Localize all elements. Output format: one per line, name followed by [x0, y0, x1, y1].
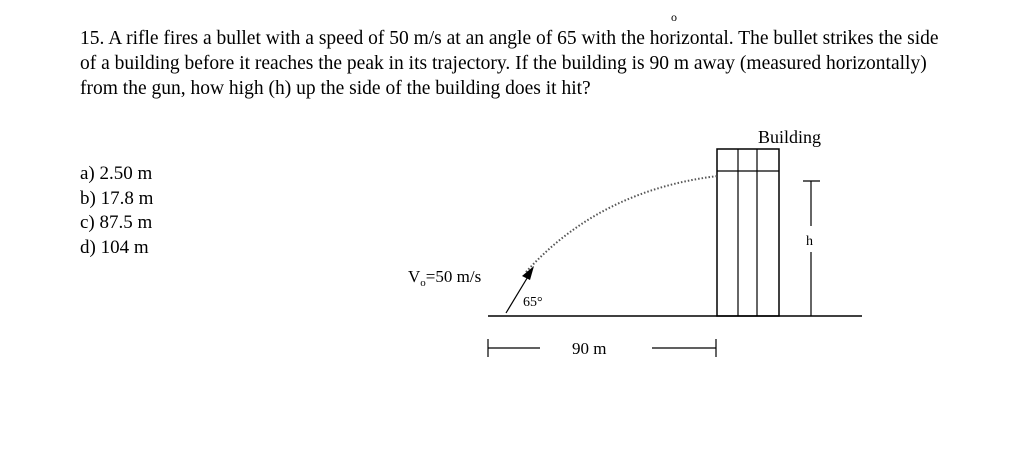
velocity-arrowhead-icon [522, 266, 534, 280]
question-text-before: A rifle fires a bullet with a speed of 50 m/s at an angle of 65 [108, 28, 577, 49]
question-number: 15. [80, 28, 105, 49]
choice-d-value: 104 m [100, 236, 149, 258]
choice-a-value: 2.50 m [99, 163, 153, 184]
bullet-trajectory [526, 176, 718, 272]
choice-d-label: d) [80, 236, 96, 258]
question-text-after: with the horizontal. The bullet strikes the side of a building before it reaches the peak in its trajectory. If the building is 90 m away (measured horizontally) from the gun, how high (h) up the side of the building does it hit? [80, 28, 939, 99]
distance-label: 90 m [572, 339, 607, 358]
choice-c-label: c) [80, 212, 95, 233]
velocity-label: $V_o=50$ m/s [408, 267, 482, 289]
degree-mark: o [671, 10, 677, 24]
height-label: h [806, 234, 813, 249]
building-outline [717, 149, 779, 316]
building [717, 149, 779, 316]
choice-b-value: 17.8 m [100, 187, 154, 209]
choice-b-label: b) [80, 187, 96, 209]
choice-a-label: a) [80, 163, 95, 184]
building-label: Building [758, 127, 822, 147]
angle-label: 65° [523, 295, 543, 310]
choice-c-value: 87.5 m [99, 212, 153, 233]
